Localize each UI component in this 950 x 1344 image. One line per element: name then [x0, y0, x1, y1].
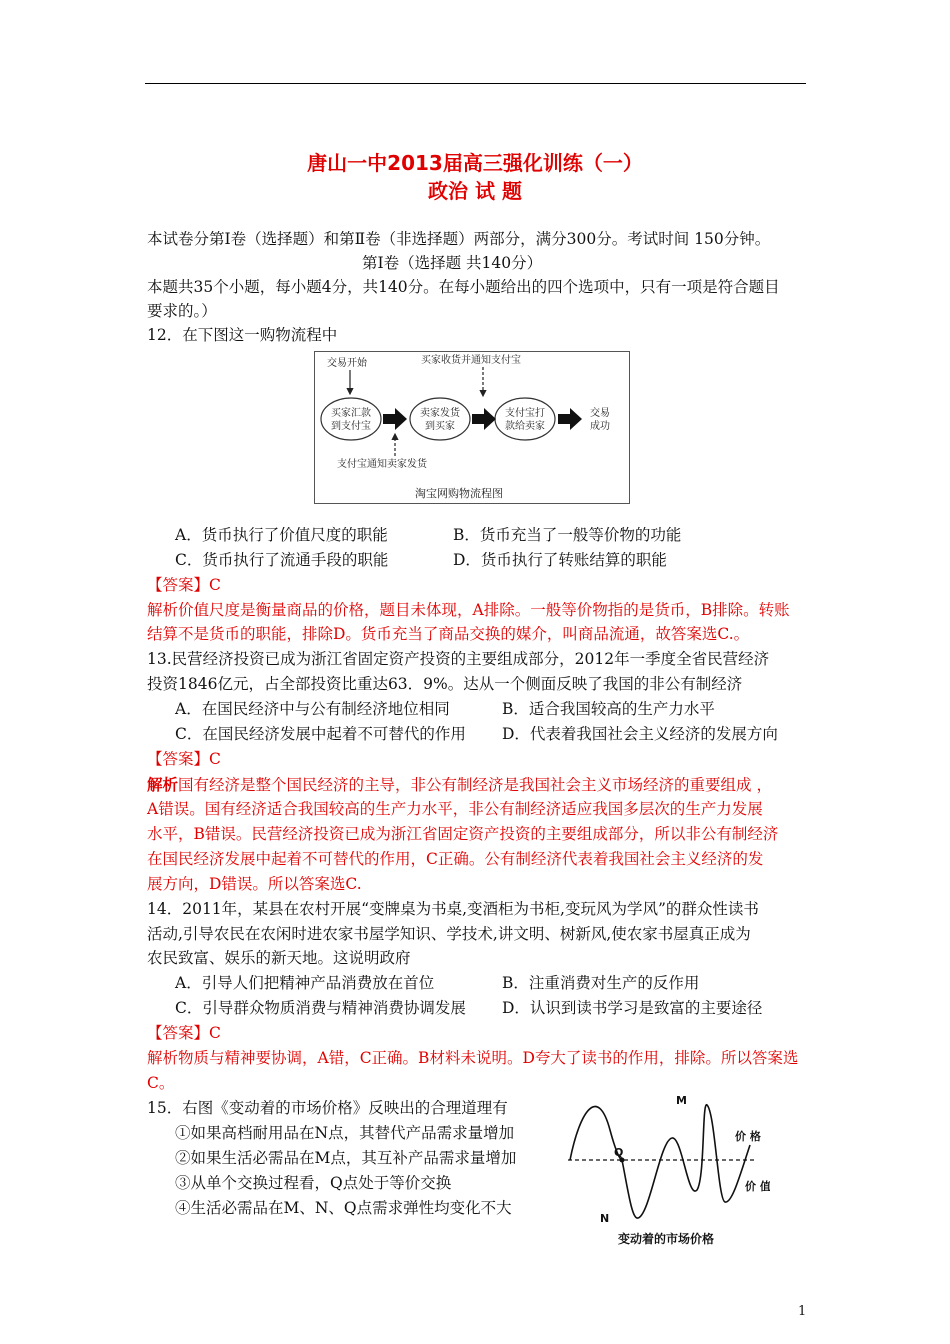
q13-explanation-line2: A错误。国有经济适合我国较高的生产力水平，非公有制经济适应我国多层次的生产力发展 [147, 800, 763, 818]
page-number: 1 [798, 1304, 807, 1319]
q13-explanation-label: 解析 [147, 775, 179, 794]
q13-explanation-line5: 展方向，D错误。所以答案选C. [147, 875, 362, 893]
q13-answer: 【答案】C [147, 750, 221, 768]
q12-option-b: B．货币充当了一般等价物的功能 [453, 526, 682, 544]
q12-explanation-cont: 结算不是货币的职能，排除D。货币充当了商品交换的媒介，叫商品流通，故答案选C.。 [147, 625, 750, 643]
q14-explanation: 解析物质与精神要协调，A错，C正确。B材料未说明。D夸大了读书的作用，排除。所以答案选 [147, 1049, 799, 1067]
market-price-diagram [560, 1090, 770, 1255]
flowchart-graphic [315, 352, 629, 503]
q12-answer: 【答案】C [147, 576, 221, 594]
q14-stem-line3: 农民致富、娱乐的新天地。这说明政府 [147, 949, 411, 967]
q15-item-1: ①如果高档耐用品在N点，其替代产品需求量增加 [175, 1124, 515, 1142]
q14-option-c: C．引导群众物质消费与精神消费协调发展 [175, 999, 466, 1017]
q13-option-d: D．代表着我国社会主义经济的发展方向 [502, 725, 778, 743]
label-value: 价 值 [745, 1180, 770, 1193]
q12-explanation: 解析价值尺度是衡量商品的价格，题目未体现，A排除。一般等价物指的是货币，B排除。转账 [147, 601, 790, 619]
q13-option-b: B．适合我国较高的生产力水平 [502, 700, 715, 718]
q12-stem: 12．在下图这一购物流程中 [147, 326, 338, 344]
q14-answer: 【答案】C [147, 1024, 221, 1042]
q14-stem: 14．2011年，某县在农村开展“变牌桌为书桌,变酒柜为书柜,变玩风为学风”的群众性读书 [147, 900, 759, 918]
flow-bottom-note: 支付宝通知卖家发货 [337, 459, 427, 470]
flow-arrow-3 [558, 408, 582, 430]
q15-stem: 15．右图《变动着的市场价格》反映出的合理道理有 [147, 1099, 508, 1117]
intro-line: 本试卷分第Ⅰ卷（选择题）和第Ⅱ卷（非选择题）两部分，满分300分。考试时间 150分钟。 [147, 230, 771, 248]
exam-title: 唐山一中2013届高三强化训练（一） [307, 151, 643, 175]
section-description: 本题共35个小题，每小题4分，共140分。在每小题给出的四个选项中，只有一项是符合题目 [147, 278, 780, 296]
section-heading: 第Ⅰ卷（选择题 共140分） [362, 254, 543, 272]
q14-stem-line2: 活动,引导农民在农闲时进农家书屋学知识、学技术,讲文明、树新风,使农家书屋真正成为 [147, 925, 751, 943]
flow-node2-line1: 卖家发货 [420, 408, 460, 419]
q13-explanation-line3: 水平，B错误。民营经济投资已成为浙江省固定资产投资的主要组成部分，所以非公有制经济 [147, 825, 779, 843]
q12-option-a: A．货币执行了价值尺度的职能 [175, 526, 388, 544]
label-q: Q [614, 1146, 624, 1159]
q14-option-d: D．认识到读书学习是致富的主要途径 [502, 999, 763, 1017]
flow-node-pay [495, 398, 555, 440]
label-price: 价 格 [735, 1130, 761, 1143]
flow-node-ship [410, 398, 470, 440]
flow-top-note: 买家收货并通知支付宝 [421, 355, 521, 366]
price-wave [570, 1105, 750, 1218]
flow-node3-line1: 支付宝打 [505, 408, 545, 419]
q12-option-d: D．货币执行了转账结算的职能 [453, 551, 667, 569]
shopping-flowchart [314, 351, 630, 504]
q15-item-3: ③从单个交换过程看，Q点处于等价交换 [175, 1174, 452, 1192]
exam-subtitle: 政治 试 题 [428, 179, 522, 203]
q12-option-c: C．货币执行了流通手段的职能 [175, 551, 389, 569]
flow-node1-line2: 到支付宝 [331, 421, 371, 432]
label-n: N [600, 1212, 610, 1225]
q14-option-a: A．引导人们把精神产品消费放在首位 [175, 974, 435, 992]
flow-caption: 淘宝网购物流程图 [415, 487, 503, 500]
q13-option-c: C．在国民经济发展中起着不可替代的作用 [175, 725, 466, 743]
flow-node-remit [321, 398, 381, 440]
flow-end-line1: 交易 [590, 408, 610, 419]
flow-node3-line2: 款给卖家 [505, 421, 545, 432]
q13-stem-cont: 投资1846亿元，占全部投资比重达63．9%。达从一个侧面反映了我国的非公有制经济 [147, 675, 743, 693]
flow-end-line2: 成功 [590, 421, 610, 432]
q15-item-4: ④生活必需品在M、N、Q点需求弹性均变化不大 [175, 1199, 512, 1217]
q13-explanation-line4: 在国民经济发展中起着不可替代的作用，C正确。公有制经济代表着我国社会主义经济的发 [147, 850, 764, 868]
q14-option-b: B．注重消费对生产的反作用 [502, 974, 700, 992]
section-description-cont: 要求的。） [147, 302, 217, 320]
flow-arrow-2 [472, 408, 496, 430]
flow-node1-line1: 买家汇款 [331, 408, 371, 419]
q15-item-2: ②如果生活必需品在M点，其互补产品需求量增加 [175, 1149, 517, 1167]
price-wave-graphic [560, 1090, 770, 1255]
diagram-caption: 变动着的市场价格 [618, 1232, 715, 1246]
flow-arrow-1 [383, 408, 407, 430]
q14-explanation-cont: C。 [147, 1074, 175, 1092]
q13-explanation-text: 国有经济是整个国民经济的主导，非公有制经济是我国社会主义市场经济的重要组成 ， [178, 776, 772, 794]
header-rule [145, 83, 806, 84]
label-m: M [676, 1094, 687, 1107]
q13-option-a: A．在国民经济中与公有制经济地位相同 [175, 700, 450, 718]
flow-start-label: 交易开始 [327, 358, 367, 369]
flow-node2-line2: 到买家 [425, 421, 455, 432]
q13-explanation [147, 772, 772, 798]
q13-stem: 13.民营经济投资已成为浙江省固定资产投资的主要组成部分，2012年一季度全省民营经济 [147, 650, 770, 668]
